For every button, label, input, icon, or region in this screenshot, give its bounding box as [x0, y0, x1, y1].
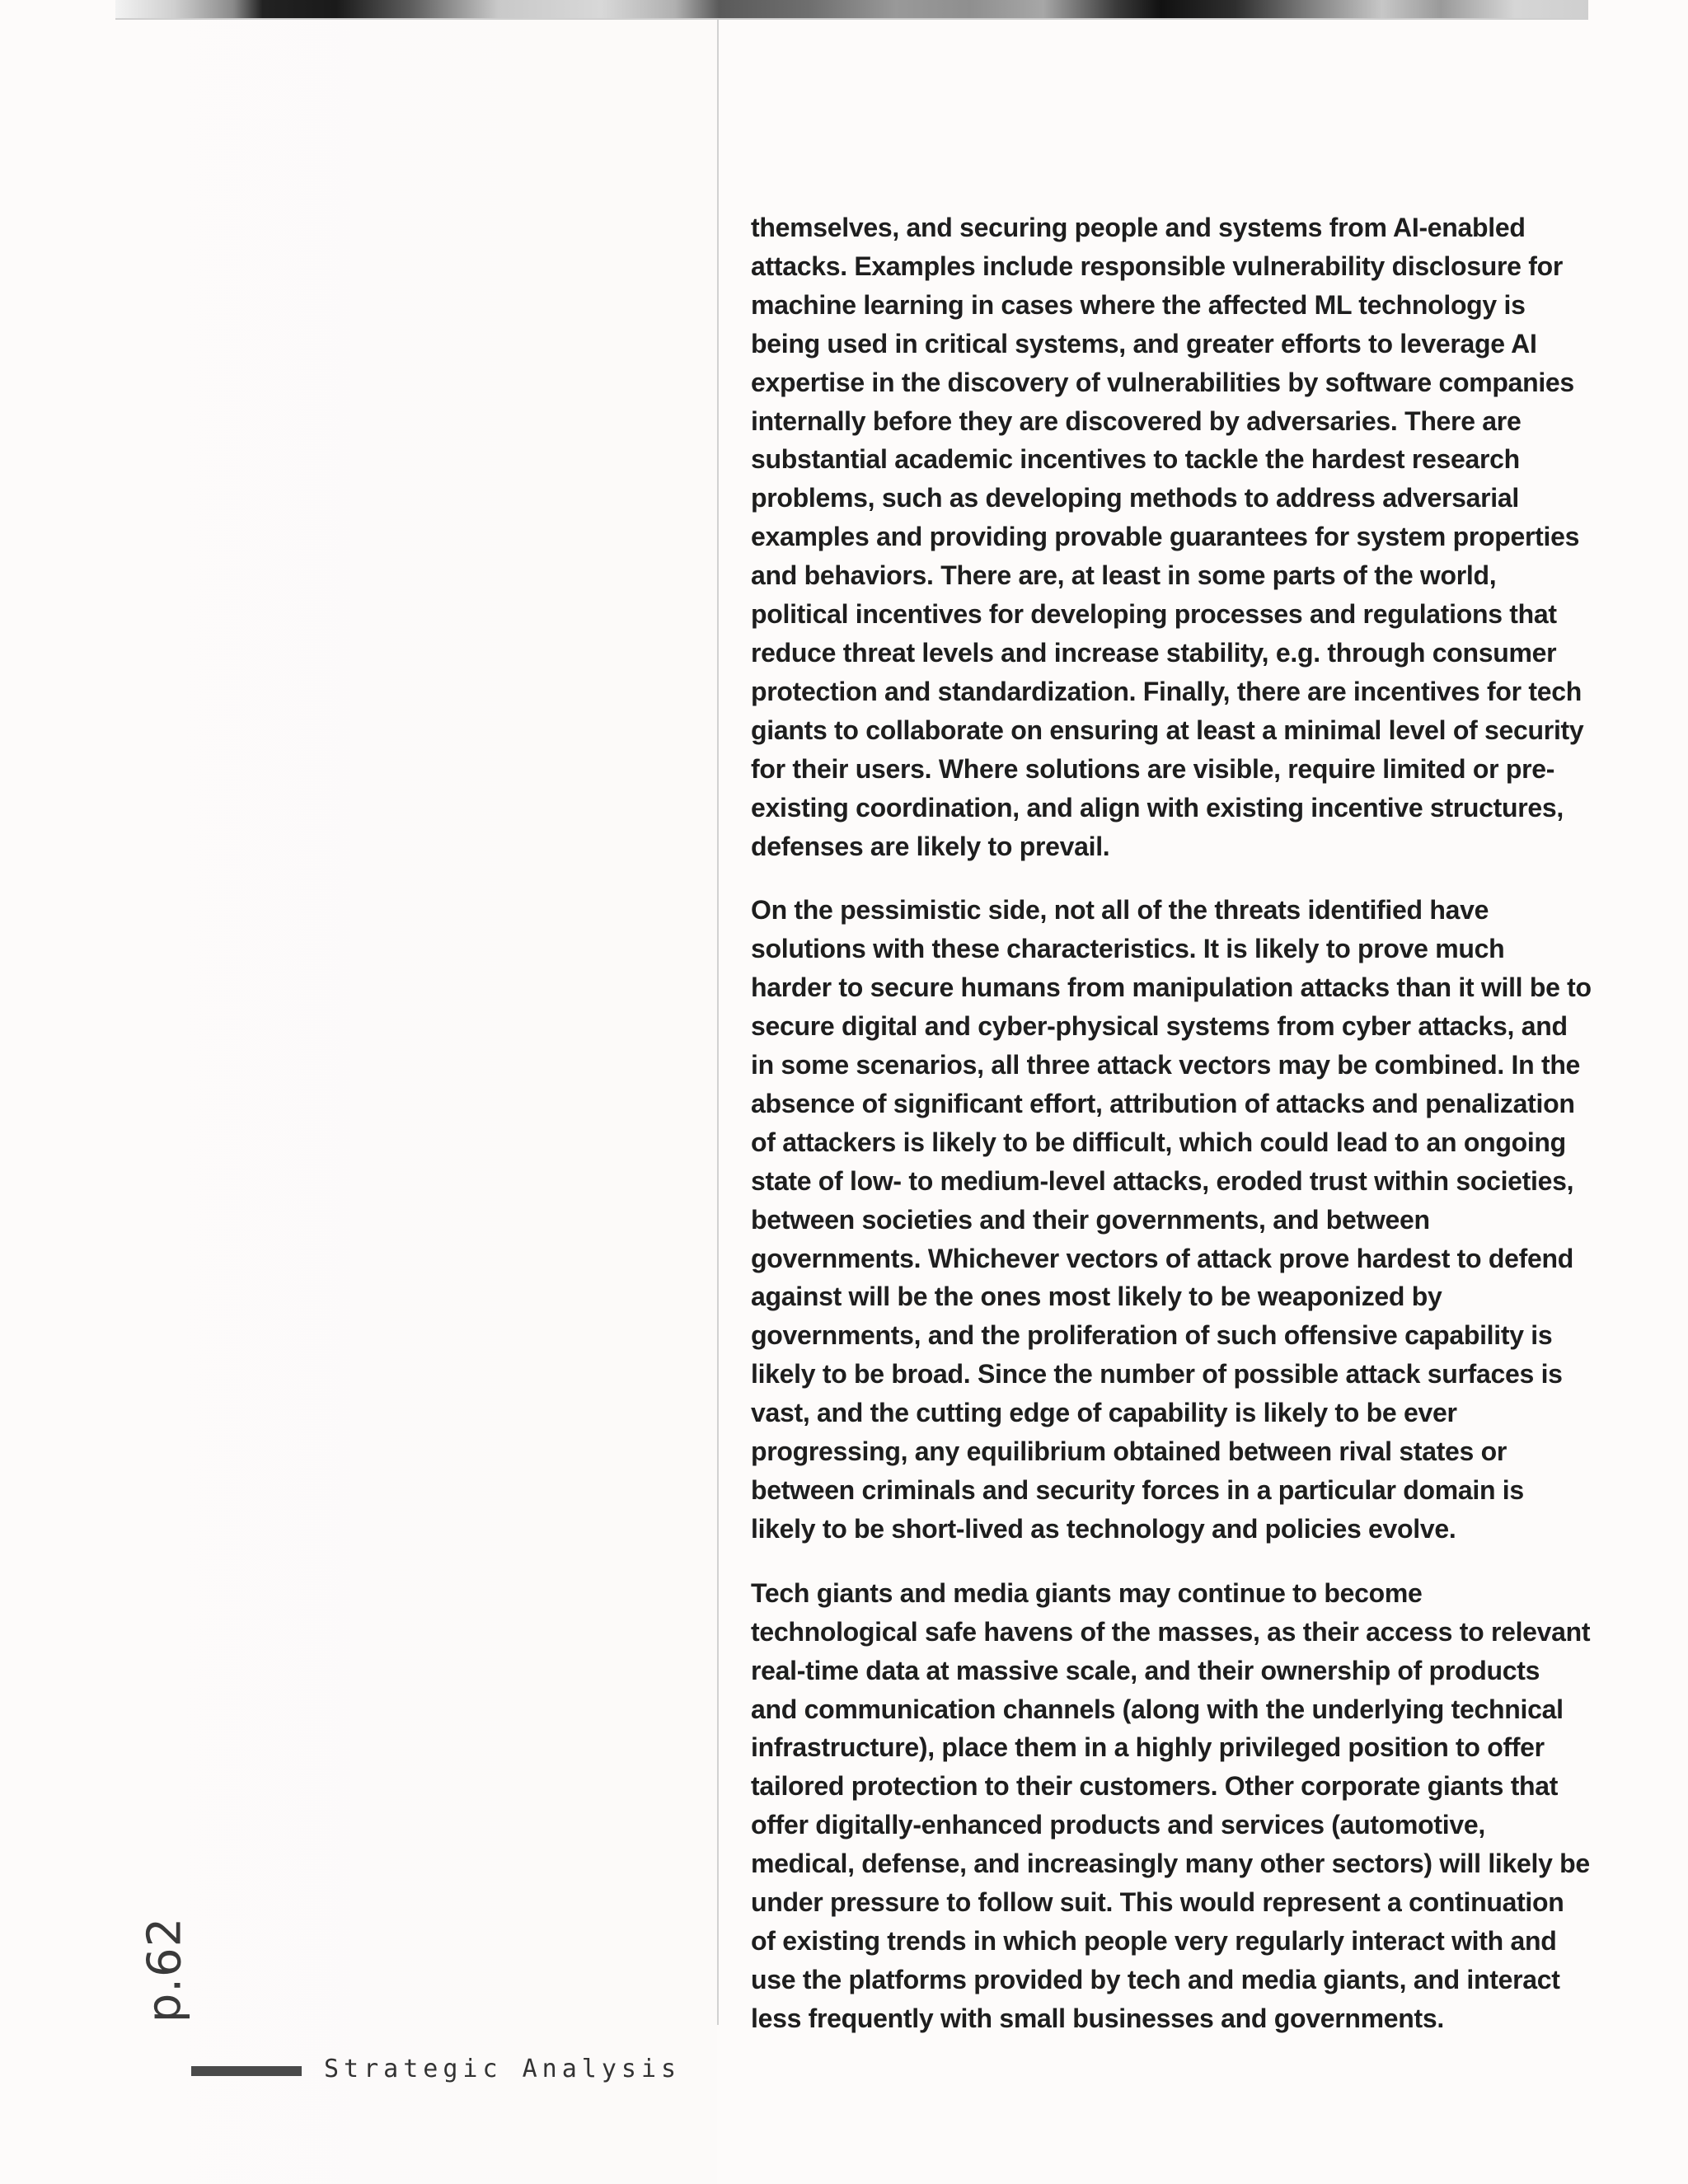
footer-accent-bar [191, 2066, 302, 2076]
paragraph-3: Tech giants and media giants may continue to become technological safe havens of the masses, as their access to relevant real-time data at massive scale, and their ownership of products and communication channels (along with the underlying technical infrastructure), place them in a highly privileged position to offer tailored protection to their customers. Other corporate giants that offer digitally-enhanced products and services (automotive, medical, defense, and increasingly many other sectors) will likely be under pressure to follow suit. This would represent a continuation of existing trends in which people very regularly interact with and use the platforms provided by tech and media giants, and interact less frequently with small businesses and governments. [751, 1577, 1591, 2033]
paragraph-1: themselves, and securing people and systems from AI-enabled attacks. Examples include responsible vulnerability disclosure for machine learning in cases where the affected ML technology is being used in critical systems, and greater efforts to leverage AI expertise in the discovery of vulnerabilities by software companies internally before they are discovered by adversaries. There are substantial academic incentives to tackle the hardest research problems, such as developing methods to address adversarial examples and providing provable guarantees for system properties and behaviors. There are, at least in some parts of the world, political incentives for developing processes and regulations that reduce threat levels and increase stability, e.g. through consumer protection and standardization. Finally, there are incentives for tech giants to collaborate on ensuring at least a minimal level of security for their users. Where solutions are visible, require limited or pre-existing coordination, and align with existing incentive structures, defenses are likely to prevail. [751, 213, 1584, 861]
left-margin-panel [0, 20, 717, 2184]
header-gradient-bar [115, 0, 1588, 18]
page-number [124, 1896, 206, 2044]
section-label: Strategic Analysis [324, 2055, 682, 2083]
body-text-column [751, 209, 1592, 2064]
paragraph-2: On the pessimistic side, not all of the threats identified have solutions with these characteristics. It is likely to prove much harder to secure humans from manipulation attacks than it will be to secure digital and cyber-physical systems from cyber attacks, and in some scenarios, all three attack vectors may be combined. In the absence of significant effort, attribution of attacks and penalization of attackers is likely to be difficult, which could lead to an ongoing state of low- to medium-level attacks, eroded trust within societies, between societies and their governments, and between governments. Whichever vectors of attack prove hardest to defend against will be the ones most likely to be weaponized by governments, and the proliferation of such offensive capability is likely to be broad. Since the number of possible attack surfaces is vast, and the cutting edge of capability is likely to be ever progressing, any equilibrium obtained between rival states or between criminals and security forces in a particular domain is likely to be short-lived as technology and policies evolve. [751, 895, 1592, 1544]
page-number-text: p.62 [138, 1916, 192, 2023]
column-divider [717, 20, 719, 2025]
